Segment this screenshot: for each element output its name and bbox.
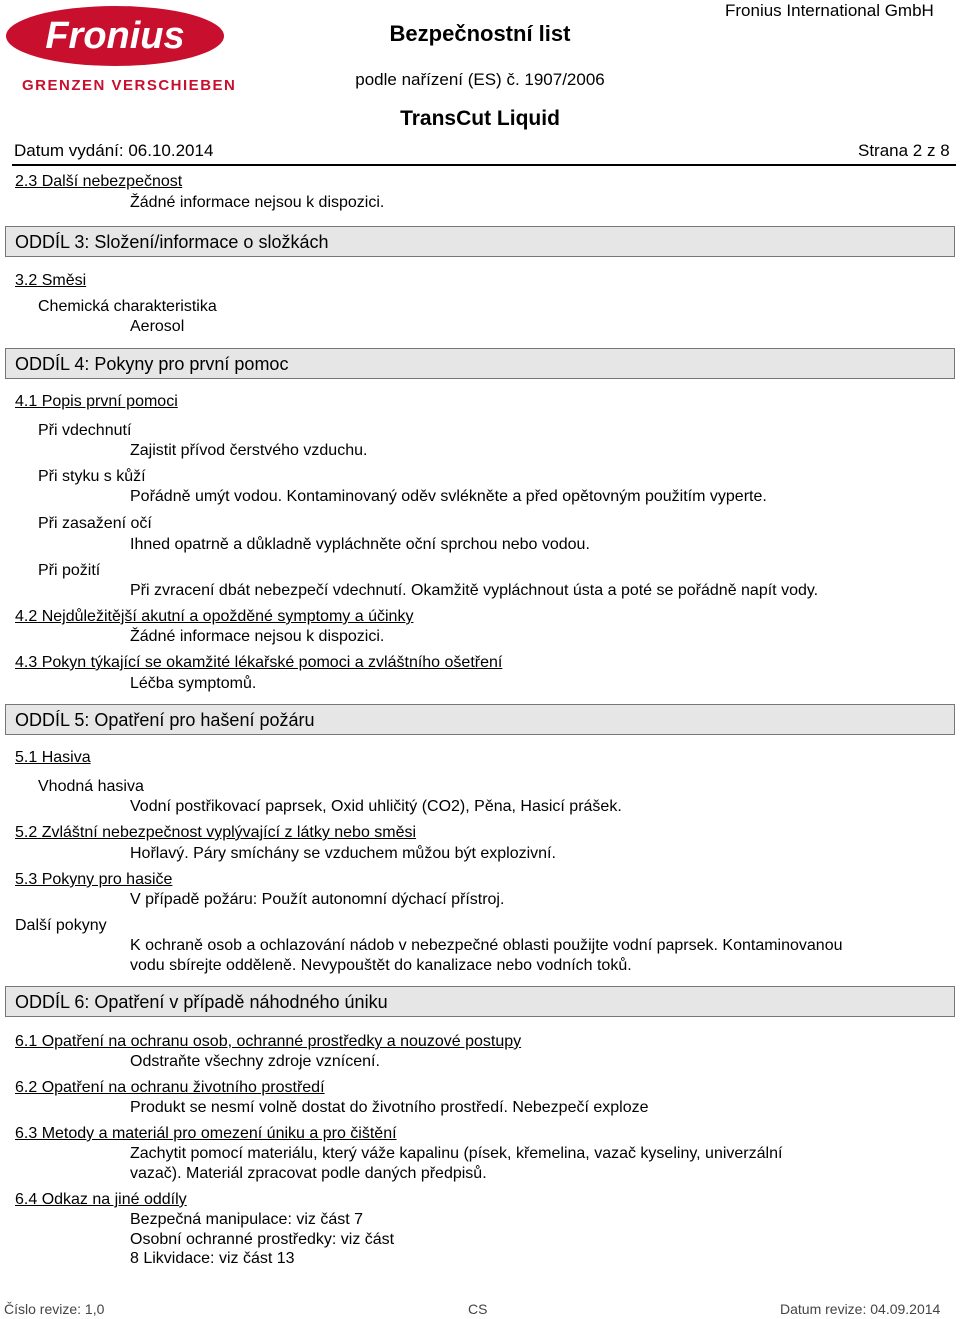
subsection-6-4-line-2: Osobní ochranné prostředky: viz část — [130, 1231, 395, 1248]
skin-contact-label: Při styku s kůží — [38, 468, 146, 485]
logo-wordmark: Fronius — [45, 15, 185, 57]
eye-contact-text: Ihned opatrně a důkladně vypláchněte oční sprchou nebo vodou. — [130, 536, 590, 553]
section-4-title: ODDÍL 4: Pokyny pro první pomoc — [15, 354, 289, 374]
further-advice-line-2: vodu sbírejte odděleně. Nevypouštět do kanalizace nebo vodních toků. — [130, 957, 632, 974]
further-advice-line-1: K ochraně osob a ochlazování nádob v nebezpečné oblasti použijte vodní paprsek. Kontaminovanou — [130, 937, 843, 954]
suitable-media-text: Vodní postřikovací paprsek, Oxid uhličitý (CO2), Pěna, Hasicí prášek. — [130, 798, 622, 815]
subsection-5-3-heading: 5.3 Pokyny pro hasiče — [15, 871, 173, 888]
further-advice-label: Další pokyny — [15, 917, 107, 934]
subsection-4-2-text: Žádné informace nejsou k dispozici. — [130, 628, 385, 645]
chem-char-label: Chemická charakteristika — [38, 298, 217, 315]
subsection-5-3-text: V případě požáru: Použít autonomní dýchací přístroj. — [130, 891, 505, 908]
revision-number: Číslo revize: 1,0 — [4, 1301, 105, 1317]
product-name: TransCut Liquid — [400, 107, 560, 130]
section-4-header — [5, 348, 955, 379]
section-3-header — [5, 226, 955, 257]
ingestion-text: Při zvracení dbát nebezpečí vdechnutí. Okamžitě vypláchnout ústa a poté se pořádně napít vody. — [130, 582, 819, 599]
company-name: Fronius International GmbH — [725, 1, 934, 20]
subsection-6-1-heading: 6.1 Opatření na ochranu osob, ochranné prostředky a nouzové postupy — [15, 1033, 522, 1050]
regulation: podle nařízení (ES) č. 1907/2006 — [355, 70, 605, 89]
subsection-4-1-heading: 4.1 Popis první pomoci — [15, 393, 178, 410]
subsection-6-3-line-2: vazač). Materiál zpracovat podle daných předpisů. — [130, 1165, 487, 1182]
subsection-5-2-heading: 5.2 Zvláštní nebezpečnost vyplývající z látky nebo směsi — [15, 824, 417, 841]
header-divider — [12, 164, 956, 166]
subsection-5-2-text: Hořlavý. Páry smíchány se vzduchem můžou být explozivní. — [130, 845, 556, 862]
subsection-2-3-text: Žádné informace nejsou k dispozici. — [130, 194, 385, 211]
skin-contact-text: Pořádně umýt vodou. Kontaminovaný oděv svlékněte a před opětovným použitím vyperte. — [130, 488, 767, 505]
suitable-media-label: Vhodná hasiva — [38, 778, 144, 795]
inhalation-text: Zajistit přívod čerstvého vzduchu. — [130, 442, 368, 459]
section-3-title: ODDÍL 3: Složení/informace o složkách — [15, 232, 329, 252]
subsection-2-3-heading: 2.3 Další nebezpečnost — [15, 173, 183, 190]
section-6-title: ODDÍL 6: Opatření v případě náhodného úniku — [15, 992, 388, 1012]
subsection-4-3-heading: 4.3 Pokyn týkající se okamžité lékařské pomoci a zvláštního ošetření — [15, 654, 503, 671]
section-5-header — [5, 704, 955, 735]
subsection-6-4-line-1: Bezpečná manipulace: viz část 7 — [130, 1211, 364, 1228]
revision-date: Datum revize: 04.09.2014 — [780, 1301, 941, 1317]
language-code: CS — [468, 1301, 488, 1317]
subsection-6-3-line-1: Zachytit pomocí materiálu, který váže kapalinu (písek, křemelina, vazač kyseliny, univerzální — [130, 1145, 783, 1162]
document-title: Bezpečnostní list — [389, 21, 571, 46]
logo-tagline: GRENZEN VERSCHIEBEN — [22, 77, 237, 94]
page-number: Strana 2 z 8 — [858, 141, 950, 160]
subsection-6-4-heading: 6.4 Odkaz na jiné oddíly — [15, 1191, 187, 1208]
section-6-header — [5, 986, 955, 1017]
subsection-6-2-text: Produkt se nesmí volně dostat do životního prostředí. Nebezpečí exploze — [130, 1099, 649, 1116]
subsection-6-2-heading: 6.2 Opatření na ochranu životního prostředí — [15, 1079, 325, 1096]
chem-char-value: Aerosol — [130, 318, 185, 335]
subsection-6-1-text: Odstraňte všechny zdroje vznícení. — [130, 1053, 380, 1070]
issue-date: Datum vydání: 06.10.2014 — [14, 141, 214, 160]
subsection-4-2-heading: 4.2 Nejdůležitější akutní a opožděné symptomy a účinky — [15, 608, 414, 625]
inhalation-label: Při vdechnutí — [38, 422, 132, 439]
ingestion-label: Při požití — [38, 562, 101, 579]
subsection-6-3-heading: 6.3 Metody a materiál pro omezení úniku a pro čištění — [15, 1125, 397, 1142]
eye-contact-label: Při zasažení očí — [38, 515, 152, 532]
subsection-4-3-text: Léčba symptomů. — [130, 675, 257, 692]
section-5-title: ODDÍL 5: Opatření pro hašení požáru — [15, 710, 315, 730]
subsection-3-2-heading: 3.2 Směsi — [15, 272, 87, 289]
subsection-5-1-heading: 5.1 Hasiva — [15, 749, 91, 766]
subsection-6-4-line-3: 8 Likvidace: viz část 13 — [130, 1250, 295, 1267]
